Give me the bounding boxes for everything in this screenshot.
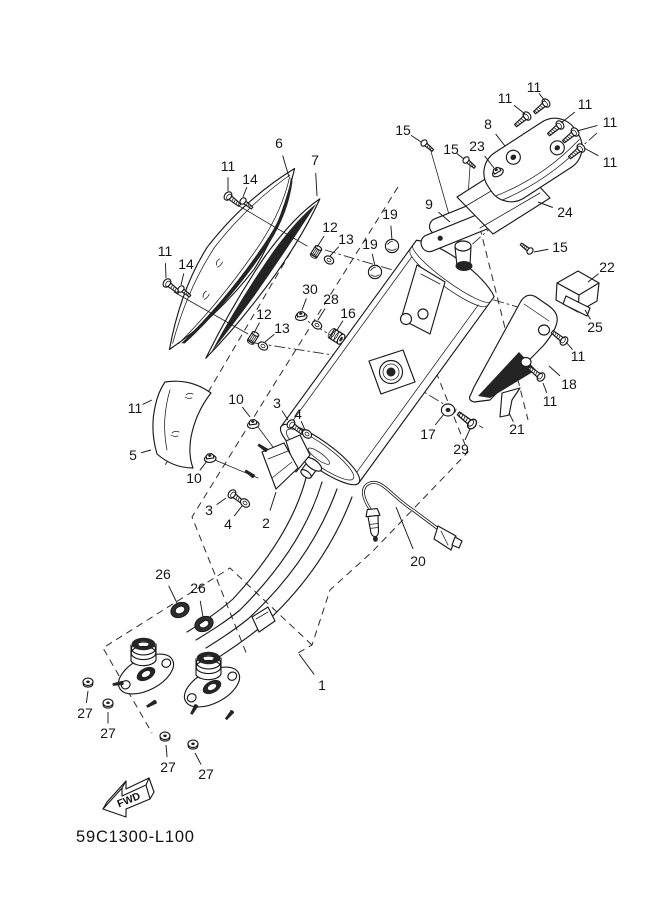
leader-line-2 [270, 492, 276, 511]
callout-label-6: 6 [275, 135, 283, 151]
leader-line-8 [496, 134, 505, 146]
leader-line-30 [302, 298, 306, 310]
ball-icon-part-19 [385, 239, 398, 252]
callout-label-26: 26 [190, 580, 206, 596]
callout-label-22: 22 [599, 259, 615, 275]
callout-label-11: 11 [220, 158, 236, 174]
leader-line-11 [165, 263, 166, 278]
callout-label-18: 18 [561, 376, 577, 392]
callout-label-13: 13 [274, 320, 290, 336]
leader-line-3 [217, 498, 226, 505]
callout-label-12: 12 [322, 219, 338, 235]
callout-label-1: 1 [318, 677, 326, 693]
callout-label-26: 26 [155, 566, 171, 582]
callout-label-11: 11 [602, 154, 618, 170]
tab-21 [500, 388, 520, 417]
leader-line-26 [200, 601, 203, 617]
callout-label-10: 10 [186, 470, 202, 486]
bolt-icon-part-11 [513, 110, 533, 129]
callout-label-13: 13 [338, 231, 354, 247]
callout-label-11: 11 [157, 243, 173, 259]
nuts-icon-part-27 [103, 699, 113, 708]
leader-line-12 [254, 323, 260, 333]
callout-label-2: 2 [262, 515, 270, 531]
callout-label-11: 11 [577, 96, 593, 112]
callout-label-8: 8 [484, 116, 492, 132]
leader-line-11 [514, 105, 525, 114]
leader-line-11 [584, 148, 599, 156]
leader-line-13 [265, 334, 274, 342]
bolt-icon-part-11 [161, 277, 181, 296]
callout-label-27: 27 [160, 759, 176, 775]
nuts-icon-part-27 [160, 732, 170, 741]
callout-label-9: 9 [425, 196, 433, 212]
washer-icon-part-13 [257, 340, 269, 352]
callout-label-27: 27 [100, 725, 116, 741]
leader-line-4 [234, 506, 242, 516]
leader-line-5 [141, 450, 151, 453]
callout-label-4: 4 [294, 406, 302, 422]
callout-label-7: 7 [311, 152, 319, 168]
callout-label-27: 27 [77, 705, 93, 721]
collar-icon-part-12 [310, 245, 323, 260]
callout-label-21: 21 [509, 421, 525, 437]
leader-line-10 [242, 407, 250, 417]
leader-line-16 [337, 321, 343, 330]
leader-line-15 [411, 135, 421, 142]
callout-label-16: 16 [340, 305, 356, 321]
callout-label-14: 14 [178, 256, 194, 272]
muffler-inlet-stub [455, 241, 473, 271]
nutf-icon-part-30 [295, 311, 308, 321]
callout-label-12: 12 [256, 306, 272, 322]
pipe-clip [252, 607, 275, 632]
leader-line-14 [243, 187, 247, 197]
leader-line-12 [317, 236, 324, 247]
callout-label-3: 3 [273, 395, 281, 411]
fwd-arrow [103, 778, 154, 817]
callout-label-14: 14 [242, 171, 258, 187]
leader-line-26 [169, 586, 177, 603]
callout-label-5: 5 [129, 447, 137, 463]
screw-icon-part-15 [519, 241, 534, 255]
callout-label-10: 10 [228, 391, 244, 407]
bolt-icon-part-11 [549, 328, 569, 347]
oxygen-sensor [363, 482, 462, 550]
front-spring-collar [131, 638, 156, 666]
screw-icon-part-15 [420, 139, 435, 153]
callout-label-11: 11 [602, 114, 618, 130]
callout-label-15: 15 [552, 239, 568, 255]
stud-icon-part-1 [224, 709, 235, 720]
leader-line-10 [200, 461, 207, 470]
leader-line-15 [534, 249, 548, 252]
screw-icon-part-15 [462, 156, 477, 170]
nuts-icon-part-27 [188, 740, 198, 749]
callout-label-24: 24 [557, 204, 573, 220]
drawing-number: 59C1300-L100 [76, 828, 195, 846]
fwd-label: FWD [115, 790, 143, 811]
leader-line-11 [577, 125, 597, 131]
callout-label-3: 3 [205, 502, 213, 518]
rear-spring-collar [196, 652, 221, 680]
leader-line-27 [166, 745, 167, 757]
artwork-layer [103, 109, 599, 817]
stud-icon-part-1 [146, 699, 158, 708]
callout-label-15: 15 [395, 122, 411, 138]
nuts-icon-part-27 [83, 678, 93, 687]
callout-label-30: 30 [302, 281, 318, 297]
bolt-icon-part-29 [455, 409, 478, 430]
leader-line-11 [143, 400, 152, 404]
leader-line-7 [316, 173, 317, 196]
stud-icon-part-2 [244, 469, 256, 479]
callout-label-11: 11 [526, 79, 542, 95]
clip-bracket-22-25 [556, 271, 599, 316]
leader-line-17 [435, 414, 444, 425]
callout-label-11: 11 [497, 90, 513, 106]
callout-label-19: 19 [382, 206, 398, 222]
washer-icon-part-13 [323, 254, 335, 266]
callout-label-20: 20 [410, 553, 426, 569]
leader-line-20 [396, 507, 413, 549]
callout-label-27: 27 [198, 766, 214, 782]
leader-line-11 [543, 383, 547, 393]
nutf-icon-part-10 [247, 419, 260, 429]
callout-label-28: 28 [323, 291, 339, 307]
leader-line-18 [549, 366, 560, 376]
callout-label-19: 19 [362, 236, 378, 252]
leader-line-19 [391, 226, 392, 240]
leader-line-1 [299, 654, 314, 675]
leader-line-27 [195, 753, 201, 765]
bolt-icon-part-11 [222, 190, 242, 209]
callout-label-29: 29 [453, 441, 469, 457]
ring-icon-part-26 [192, 613, 215, 634]
nutf-icon-part-10 [204, 453, 217, 463]
callout-label-11: 11 [570, 348, 586, 364]
ball-icon-part-19 [368, 265, 381, 278]
leader-line-14 [181, 273, 184, 285]
callout-label-23: 23 [469, 138, 485, 154]
leader-line-29 [465, 429, 470, 440]
callout-label-11: 11 [542, 393, 558, 409]
exhaust-flange-front [112, 638, 180, 702]
joint-stay-2 [262, 435, 310, 489]
sensor-connector [434, 526, 462, 550]
callout-label-17: 17 [420, 426, 436, 442]
leader-line-13 [330, 247, 339, 256]
leader-line-3 [282, 411, 288, 420]
callout-label-25: 25 [587, 319, 603, 335]
callout-label-4: 4 [224, 516, 232, 532]
exhaust-flange-rear [178, 652, 246, 715]
callout-label-11: 11 [127, 400, 143, 416]
leader-line-28 [318, 308, 325, 320]
bolt-icon-part-11 [532, 97, 552, 116]
leader-line-27 [86, 691, 88, 703]
callout-label-15: 15 [443, 141, 459, 157]
heat-shield-small [153, 381, 211, 468]
ring-icon-part-26 [168, 599, 191, 620]
